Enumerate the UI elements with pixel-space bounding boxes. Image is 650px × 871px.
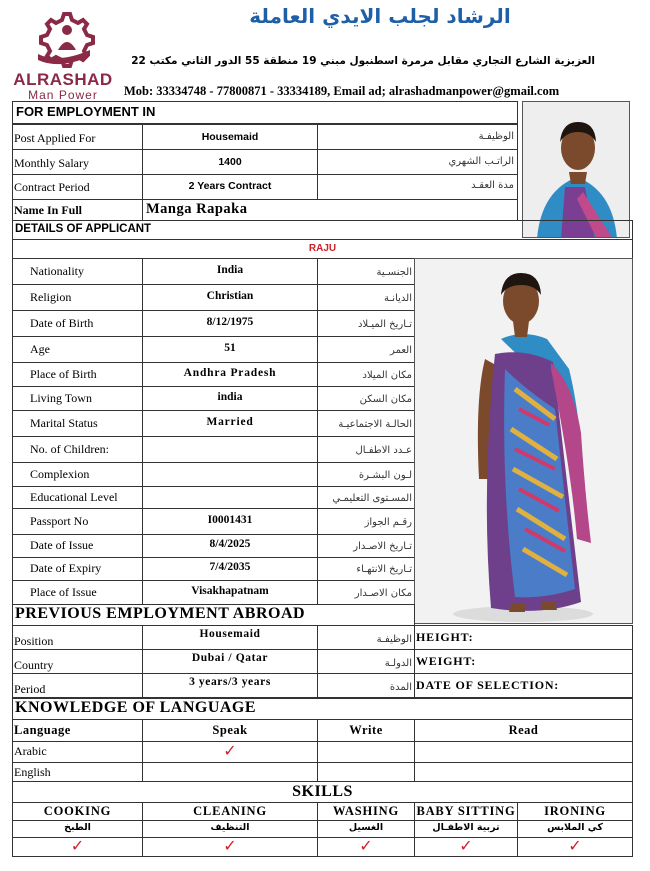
skill-name-arabic: كي الملابس (547, 822, 603, 833)
applicant-field-label: Date of Birth (30, 316, 94, 330)
previous-side-field: WEIGHT: (416, 654, 477, 668)
applicant-field-label: Educational Level (30, 490, 118, 504)
skill-name: WASHING (332, 804, 400, 818)
language-column-header: Write (349, 723, 383, 737)
previous-side-field: DATE OF SELECTION: (416, 678, 560, 692)
applicant-field-label-arabic: مكان الاصـدار (354, 588, 412, 599)
skill-check-icon: ✓ (568, 836, 582, 855)
applicant-field-label-arabic: الجنسـية (376, 267, 412, 278)
language-name: Arabic (14, 744, 47, 758)
applicant-field-label: No. of Children: (30, 442, 109, 456)
agent-name: RAJU (308, 243, 337, 254)
previous-field-value: 3 years/3 years (189, 676, 271, 688)
applicant-field-label: Passport No (30, 514, 89, 528)
applicant-field-label-arabic: تـاريخ الاصـدار (353, 541, 412, 552)
skill-name: CLEANING (193, 804, 267, 818)
applicant-field-label: Place of Issue (30, 585, 97, 599)
applicant-field-label: Date of Expiry (30, 561, 102, 575)
salary-label-arabic: الراتـب الشهري (448, 156, 514, 167)
applicant-field-label-arabic: مكان السكن (359, 394, 412, 405)
applicant-field-label: Marital Status (30, 416, 98, 430)
language-column-header: Speak (212, 723, 248, 737)
previous-section-title: PREVIOUS EMPLOYMENT ABROAD (15, 605, 306, 622)
skill-check-icon: ✓ (459, 836, 473, 855)
applicant-field-value: 7/4/2035 (209, 561, 251, 573)
applicant-field-label: Date of Issue (30, 538, 94, 552)
applicant-field-value: Married (206, 416, 254, 428)
applicant-section-title: DETAILS OF APPLICANT (15, 223, 152, 235)
language-column-header: Language (14, 723, 71, 737)
applicant-field-label-arabic: العمر (390, 345, 412, 356)
logo-name: ALRASHAD (13, 70, 113, 89)
skills-section-title: SKILLS (292, 783, 353, 800)
previous-side-field: HEIGHT: (416, 630, 474, 644)
logo (8, 8, 118, 102)
company-title-arabic: الرشاد لجلب الايدي العاملة (249, 4, 511, 28)
applicant-field-label-arabic: المسـتوى التعليمـي (332, 493, 412, 504)
full-body-photo-image (415, 259, 633, 624)
skill-check-icon: ✓ (70, 836, 85, 855)
previous-field-label: Country (14, 658, 54, 672)
applicant-field-label-arabic: الحالـة الاجتماعيـة (338, 419, 412, 430)
skill-name-arabic: تربية الاطفـال (432, 822, 500, 833)
applicant-field-value: Christian (206, 290, 254, 302)
applicant-field-label-arabic: تـاريخ الميـلاد (358, 319, 412, 330)
applicant-field-value: 51 (224, 342, 236, 354)
applicant-field-label-arabic: لـون البشـرة (358, 470, 412, 481)
address-arabic: العزيزية الشارع التجاري مقابل مرمرة اسطنبول مبني 19 منطقة 55 الدور الثاني مكتب 22 (131, 55, 595, 67)
applicant-field-label: Religion (30, 290, 72, 304)
applicant-field-value: 8/4/2025 (209, 538, 251, 550)
previous-field-value: Housemaid (199, 628, 261, 640)
previous-field-value: Dubai / Qatar (191, 652, 269, 664)
skill-name: COOKING (43, 804, 112, 818)
passport-photo-image (523, 102, 630, 238)
skill-name: BABY SITTING (416, 804, 516, 818)
applicant-field-label: Place of Birth (30, 367, 97, 381)
skill-name: IRONING (544, 804, 606, 818)
applicant-field-label: Age (30, 342, 50, 356)
skill-check-icon: ✓ (223, 836, 237, 855)
full-body-photo (414, 258, 633, 624)
language-column-header: Read (508, 723, 539, 737)
salary-value: 1400 (218, 156, 242, 168)
applicant-field-label-arabic: تـاريخ الانتهـاء (356, 564, 412, 575)
previous-field-label-arabic: المدة (389, 682, 412, 693)
applicant-field-value: Visakhapatnam (191, 585, 269, 597)
skill-check-icon: ✓ (359, 836, 373, 855)
name-value: Manga Rapaka (146, 201, 248, 217)
applicant-field-label: Nationality (30, 264, 84, 278)
applicant-field-value: India (216, 264, 244, 276)
post-label-arabic: الوظيفـة (478, 131, 514, 142)
previous-field-label-arabic: الوظيفـة (376, 634, 412, 645)
applicant-field-label: Complexion (30, 467, 90, 481)
employment-section-title: FOR EMPLOYMENT IN (16, 104, 156, 119)
language-name: English (14, 765, 51, 779)
applicant-field-label: Living Town (30, 391, 92, 405)
skill-name-arabic: الغسيل (348, 822, 384, 833)
applicant-field-label-arabic: رقـم الجواز (364, 517, 412, 528)
applicant-field-value: india (217, 391, 243, 403)
previous-field-label: Period (14, 682, 46, 696)
skill-name-arabic: التنظيف (210, 822, 250, 833)
previous-field-label-arabic: الدولـة (384, 658, 412, 669)
applicant-field-label-arabic: الديانـة (384, 293, 412, 304)
passport-photo (522, 101, 630, 238)
applicant-field-label-arabic: مكان الميلاد (362, 370, 412, 381)
skill-name-arabic: الطبخ (64, 822, 91, 833)
contract-label-arabic: مدة العقـد (471, 180, 514, 191)
post-value: Housemaid (201, 131, 259, 143)
salary-label: Monthly Salary (14, 156, 89, 170)
contract-label: Contract Period (14, 180, 90, 194)
applicant-field-value: Andhra Pradesh (183, 367, 277, 379)
previous-field-label: Position (14, 634, 54, 648)
applicant-field-value: I0001431 (207, 514, 253, 526)
applicant-field-value: 8/12/1975 (206, 316, 254, 328)
logo-icon (24, 10, 104, 70)
contact-line: Mob: 33334748 - 77800871 - 33334189, Email ad; alrashadmanpower@gmail.com (124, 84, 560, 98)
logo-subtitle: Man Power (28, 88, 98, 102)
post-label: Post Applied For (14, 131, 96, 145)
language-section-title: KNOWLEDGE OF LANGUAGE (15, 699, 257, 716)
applicant-field-label-arabic: عـدد الاطفـال (355, 445, 412, 456)
name-label: Name In Full (14, 203, 83, 217)
speak-check-icon: ✓ (223, 741, 237, 760)
contract-value: 2 Years Contract (188, 180, 272, 192)
